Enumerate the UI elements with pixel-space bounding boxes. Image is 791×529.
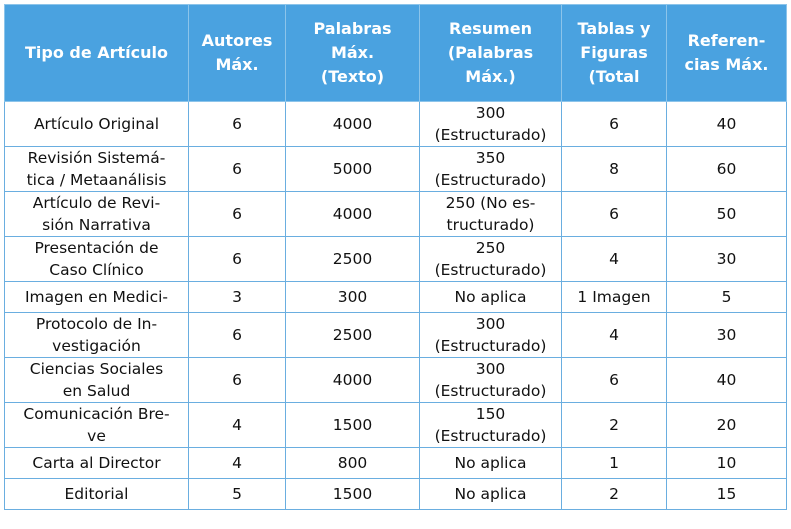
cell-max-authors: 3: [189, 282, 286, 313]
cell-max-references: 5: [667, 282, 787, 313]
cell-abstract: 150 (Estructurado): [420, 403, 562, 448]
column-header-max-references: Referen- cias Máx.: [667, 5, 787, 102]
cell-tables-figures: 6: [562, 358, 667, 403]
cell-article-type: Imagen en Medici-: [5, 282, 189, 313]
cell-tables-figures: 6: [562, 102, 667, 147]
cell-abstract: No aplica: [420, 282, 562, 313]
cell-article-type: Artículo de Revi- sión Narrativa: [5, 192, 189, 237]
cell-max-words: 300: [286, 282, 420, 313]
cell-abstract: No aplica: [420, 448, 562, 479]
cell-max-authors: 5: [189, 479, 286, 510]
table-row: [5, 192, 787, 237]
cell-article-type: Presentación de Caso Clínico: [5, 237, 189, 282]
cell-abstract: 250 (Estructurado): [420, 237, 562, 282]
cell-tables-figures: 6: [562, 192, 667, 237]
cell-max-authors: 4: [189, 448, 286, 479]
cell-tables-figures: 1 Imagen: [562, 282, 667, 313]
cell-max-references: 15: [667, 479, 787, 510]
cell-max-words: 4000: [286, 192, 420, 237]
cell-max-authors: 6: [189, 102, 286, 147]
table-row: [5, 403, 787, 448]
cell-tables-figures: 2: [562, 479, 667, 510]
cell-max-references: 30: [667, 313, 787, 358]
column-header-max-words-text: Palabras Máx. (Texto): [286, 5, 420, 102]
cell-abstract: 300 (Estructurado): [420, 358, 562, 403]
table-row: [5, 358, 787, 403]
article-types-table: [4, 4, 787, 510]
cell-max-words: 2500: [286, 313, 420, 358]
table-row: [5, 313, 787, 358]
cell-max-references: 20: [667, 403, 787, 448]
cell-max-references: 40: [667, 102, 787, 147]
table-row: [5, 147, 787, 192]
cell-max-authors: 4: [189, 403, 286, 448]
column-header-tables-figures: Tablas y Figuras (Total: [562, 5, 667, 102]
cell-tables-figures: 1: [562, 448, 667, 479]
cell-max-authors: 6: [189, 192, 286, 237]
table-header: [5, 5, 787, 102]
cell-max-words: 4000: [286, 358, 420, 403]
cell-max-references: 30: [667, 237, 787, 282]
cell-max-authors: 6: [189, 358, 286, 403]
table-row: [5, 282, 787, 313]
table-body: [5, 102, 787, 510]
cell-max-references: 50: [667, 192, 787, 237]
cell-max-authors: 6: [189, 313, 286, 358]
cell-article-type: Ciencias Sociales en Salud: [5, 358, 189, 403]
cell-max-references: 60: [667, 147, 787, 192]
cell-tables-figures: 2: [562, 403, 667, 448]
cell-article-type: Revisión Sistemá- tica / Metaanálisis: [5, 147, 189, 192]
cell-tables-figures: 4: [562, 237, 667, 282]
cell-article-type: Protocolo de In- vestigación: [5, 313, 189, 358]
cell-max-words: 4000: [286, 102, 420, 147]
cell-max-words: 5000: [286, 147, 420, 192]
table-row: [5, 448, 787, 479]
cell-max-references: 40: [667, 358, 787, 403]
table-row: [5, 237, 787, 282]
cell-article-type: Carta al Director: [5, 448, 189, 479]
cell-abstract: 250 (No es- tructurado): [420, 192, 562, 237]
cell-tables-figures: 4: [562, 313, 667, 358]
cell-max-words: 800: [286, 448, 420, 479]
cell-abstract: 300 (Estructurado): [420, 102, 562, 147]
column-header-article-type: Tipo de Artículo: [5, 5, 189, 102]
cell-tables-figures: 8: [562, 147, 667, 192]
cell-article-type: Editorial: [5, 479, 189, 510]
cell-max-words: 2500: [286, 237, 420, 282]
cell-max-authors: 6: [189, 237, 286, 282]
cell-max-words: 1500: [286, 479, 420, 510]
header-row: [5, 5, 787, 102]
cell-abstract: 300 (Estructurado): [420, 313, 562, 358]
column-header-max-authors: Autores Máx.: [189, 5, 286, 102]
table-row: [5, 479, 787, 510]
cell-article-type: Comunicación Bre- ve: [5, 403, 189, 448]
cell-article-type: Artículo Original: [5, 102, 189, 147]
table-row: [5, 102, 787, 147]
column-header-abstract-max-words: Resumen (Palabras Máx.): [420, 5, 562, 102]
cell-max-references: 10: [667, 448, 787, 479]
cell-abstract: 350 (Estructurado): [420, 147, 562, 192]
cell-max-authors: 6: [189, 147, 286, 192]
cell-abstract: No aplica: [420, 479, 562, 510]
cell-max-words: 1500: [286, 403, 420, 448]
